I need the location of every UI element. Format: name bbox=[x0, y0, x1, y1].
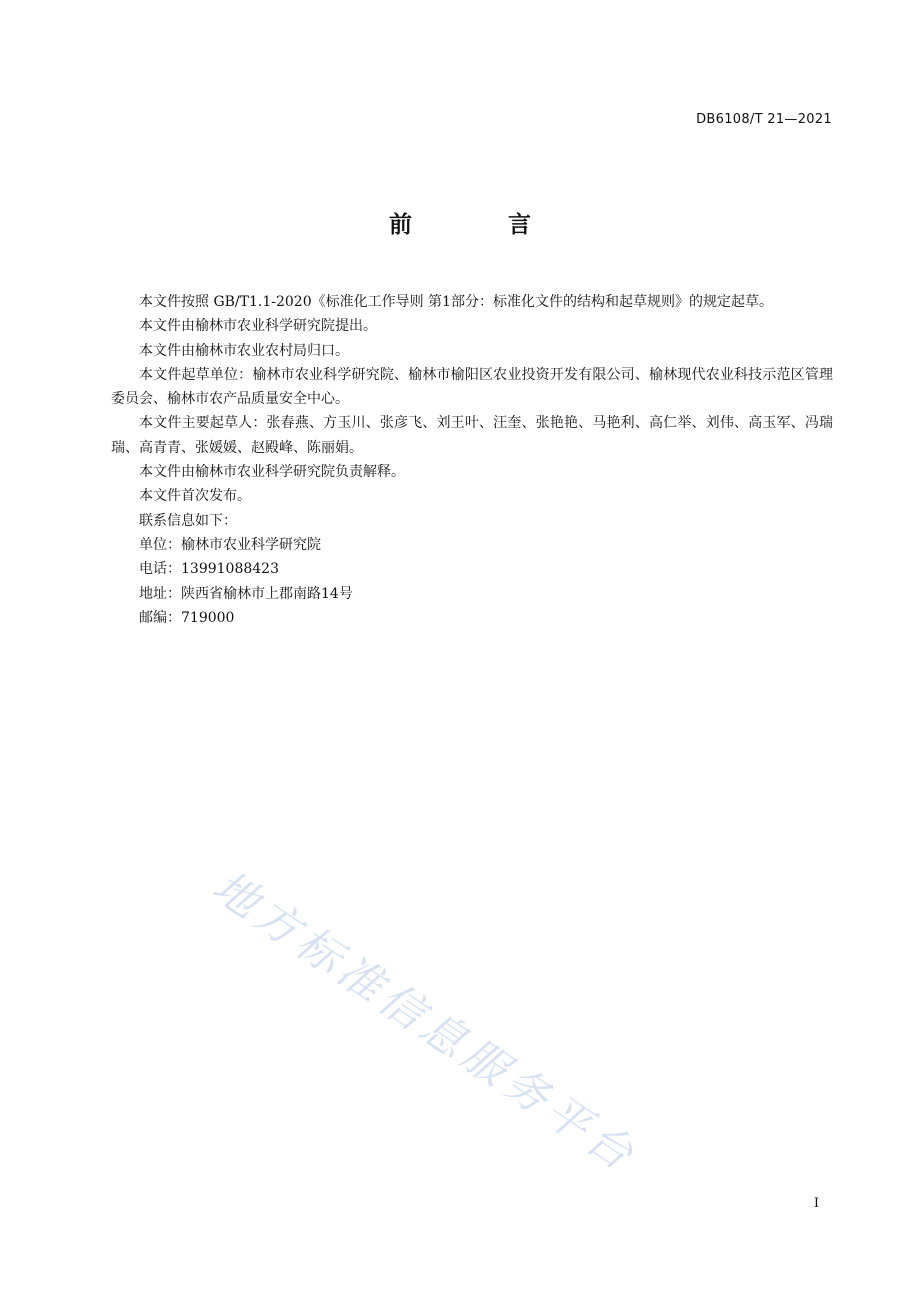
paragraph-contact-heading: 联系信息如下： bbox=[139, 512, 237, 529]
paragraph-administrator: 本文件由榆林市农业农村局归口。 bbox=[139, 342, 349, 359]
page-number: I bbox=[813, 1196, 819, 1211]
contact-phone: 电话：13991088423 bbox=[139, 561, 279, 578]
paragraph-drafting-rules: 本文件按照 GB/T1.1-2020《标准化工作导则 第1部分：标准化文件的结构和起草规则》的规定起草。 bbox=[139, 294, 773, 310]
paragraph-interpretation: 本文件由榆林市农业科学研究院负责解释。 bbox=[139, 464, 405, 481]
standard-code: DB6108/T 21—2021 bbox=[696, 112, 832, 127]
paragraph-proposer: 本文件由榆林市农业科学研究院提出。 bbox=[139, 318, 377, 335]
contact-postcode: 邮编：719000 bbox=[139, 609, 235, 626]
page-title: 前 言 bbox=[388, 212, 575, 238]
paragraph-drafting-units: 本文件起草单位：榆林市农业科学研究院、榆林市榆阳区农业投资开发有限公司、榆林现代农业科技示范区管理委员会、榆林市农产品质量安全中心。 bbox=[111, 366, 833, 408]
contact-address: 地址：陕西省榆林市上郡南路14号 bbox=[139, 585, 353, 602]
paragraph-drafters: 本文件主要起草人：张春燕、方玉川、张彦飞、刘王叶、汪奎、张艳艳、马艳利、高仁举、刘伟、高玉军、冯瑞瑞、高青青、张媛媛、赵殿峰、陈丽娟。 bbox=[111, 415, 833, 456]
watermark: 地方标准信息服务平台 bbox=[203, 861, 647, 1183]
paragraph-first-release: 本文件首次发布。 bbox=[139, 488, 251, 505]
contact-unit: 单位：榆林市农业科学研究院 bbox=[139, 536, 321, 553]
foreword-body bbox=[111, 290, 833, 630]
